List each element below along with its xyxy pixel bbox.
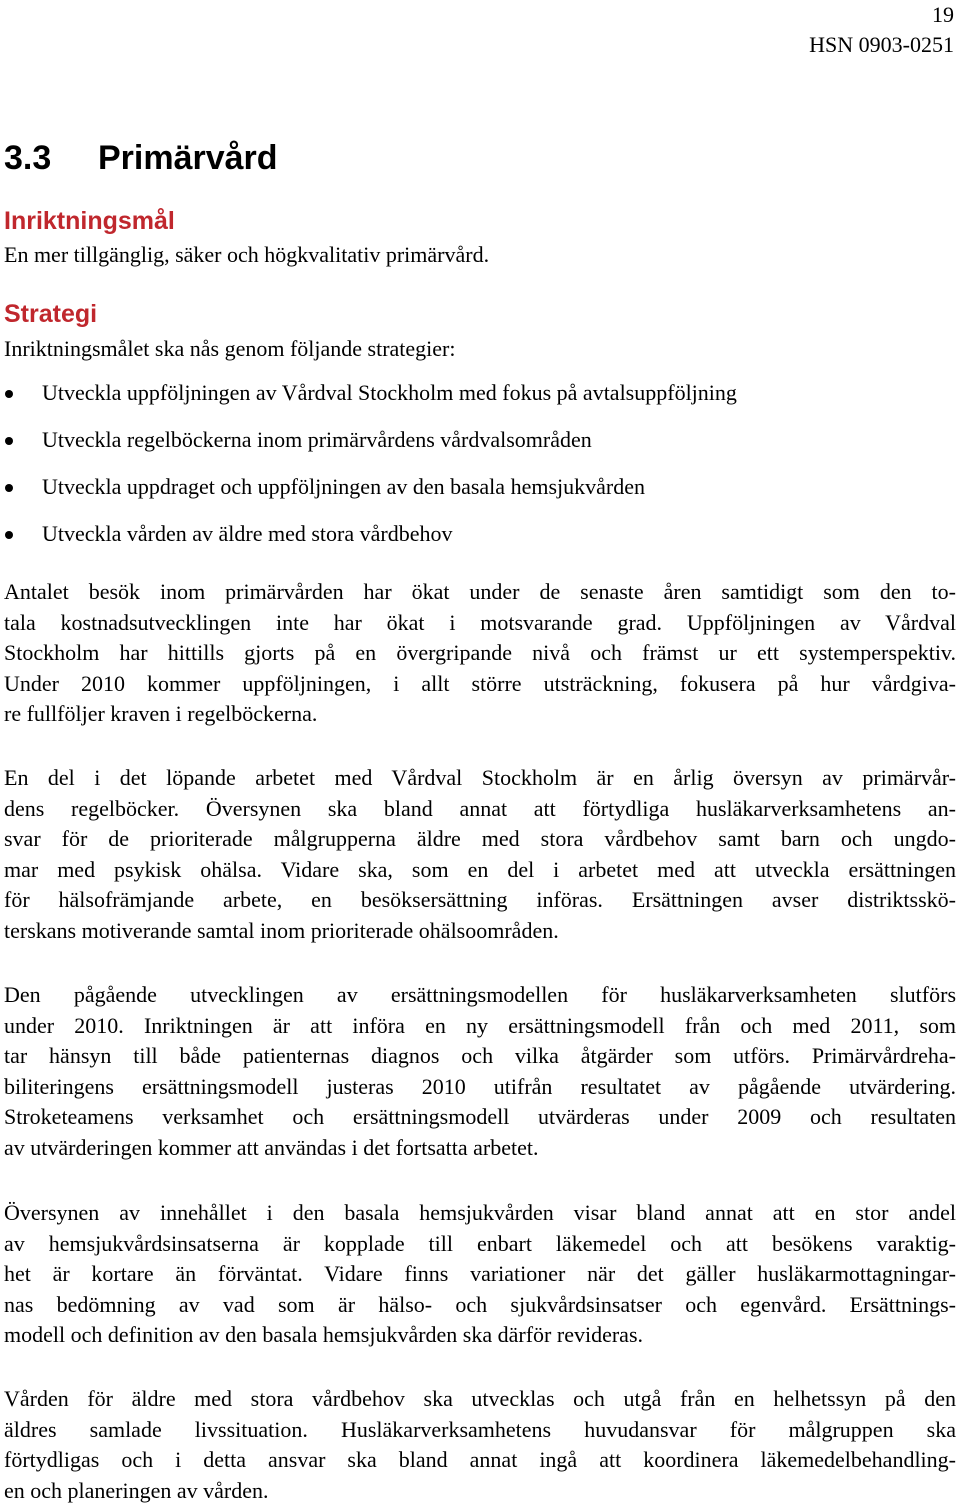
- paragraph-line: terskans motiverande samtal inom prioriterade ohälsoområden.: [4, 917, 559, 943]
- paragraph: [4, 577, 956, 730]
- paragraph-line: Översynen av innehållet i den basala hemsjukvården visar bland annat att en stor andel: [4, 1200, 956, 1225]
- page-number: 19: [932, 2, 954, 27]
- paragraph-line: förtydligas och i detta ansvar ska bland annat ingå att koordinera läkemedelbehandling-: [4, 1447, 956, 1472]
- paragraph-line: Under 2010 kommer uppföljningen, i allt större utsträckning, fokusera på hur vårdgiva-: [4, 670, 956, 696]
- paragraph-line: Stroketeamens verksamhet och ersättningsmodell utvärderas under 2009 och resultaten: [4, 1104, 956, 1129]
- paragraph-line: Antalet besök inom primärvården har ökat under de senaste åren samtidigt som den to-: [4, 579, 956, 604]
- paragraph-line: för hälsofrämjande arbete, en besöksersättning införas. Ersättningen avser distriktsskö-: [4, 887, 956, 912]
- section-title: [4, 135, 278, 181]
- section-title-text: Primärvård: [98, 139, 278, 177]
- paragraph-line: dens regelböcker. Översynen ska bland annat att förtydliga husläkarverksamhetens an-: [4, 795, 956, 821]
- inriktningsmal-heading: Inriktningsmål: [4, 207, 175, 235]
- strategy-text: Utveckla vården av äldre med stora vårdbehov: [42, 521, 453, 546]
- paragraph-line: Vården för äldre med stora vårdbehov ska utvecklas och utgå från en helhetssyn på den: [4, 1386, 956, 1411]
- paragraph-line: re fullföljer kraven i regelböckerna.: [4, 701, 318, 726]
- paragraph-line: En del i det löpande arbetet med Vårdval Stockholm är en årlig översyn av primärvår-: [4, 765, 956, 790]
- strategy-text: Utveckla uppföljningen av Vårdval Stockholm med fokus på avtalsuppföljning: [42, 380, 737, 405]
- paragraph: [4, 980, 956, 1163]
- strategy-text: Utveckla regelböckerna inom primärvårdens vårdvalsområden: [42, 427, 592, 452]
- paragraph-line: Den pågående utvecklingen av ersättningsmodellen för husläkarverksamheten slutförs: [4, 982, 956, 1007]
- bullet-icon: [5, 531, 13, 539]
- paragraph: [4, 1384, 956, 1506]
- paragraph-line: äldres samlade livssituation. Husläkarverksamhetens huvudansvar för målgruppen ska: [4, 1416, 956, 1442]
- strategy-text: Utveckla uppdraget och uppföljningen av den basala hemsjukvården: [42, 474, 645, 499]
- paragraph-line: nas bedömning av vad som är hälso- och sjukvårdsinsatser och egenvård. Ersättnings-: [4, 1291, 956, 1317]
- page-header: [809, 0, 954, 60]
- paragraph-line: en och planeringen av vården.: [4, 1477, 269, 1503]
- bullet-icon: [5, 437, 13, 445]
- paragraph-line: tar hänsyn till både patienternas diagnos och vilka åtgärder som utförs. Primärvårdreha-: [4, 1043, 956, 1068]
- bullet-icon: [5, 390, 13, 398]
- paragraph-line: av utvärderingen kommer att användas i det fortsatta arbetet.: [4, 1134, 539, 1160]
- paragraph: [4, 763, 956, 946]
- bullet-icon: [5, 484, 13, 492]
- paragraph: [4, 1198, 956, 1351]
- paragraph-line: svar för de prioriterade målgrupperna äldre med stora vårdbehov samt barn och ungdo-: [4, 826, 956, 851]
- strategi-heading: Strategi: [4, 300, 98, 328]
- section-number: 3.3: [4, 139, 52, 177]
- strategi-intro: Inriktningsmålet ska nås genom följande strategier:: [4, 336, 456, 361]
- document-id: HSN 0903-0251: [809, 32, 954, 57]
- paragraph-line: av hemsjukvårdsinsatserna är kopplade till enbart läkemedel och att besökens varaktig-: [4, 1230, 956, 1256]
- paragraph-line: mar med psykisk ohälsa. Vidare ska, som en del i arbetet med att utveckla ersättningen: [4, 856, 956, 882]
- inriktningsmal-text: En mer tillgänglig, säker och högkvalitativ primärvård.: [4, 242, 490, 267]
- paragraph-line: het är kortare än förväntat. Vidare finns variationer när det gäller husläkarmottagningar-: [4, 1261, 956, 1286]
- paragraph-line: biliteringens ersättningsmodell justeras 2010 utifrån resultatet av pågående utvärdering.: [4, 1073, 956, 1099]
- paragraph-line: tala kostnadsutvecklingen inte har ökat i motsvarande grad. Uppföljningen av Vårdval: [4, 609, 956, 635]
- paragraph-line: under 2010. Inriktningen är att införa en ny ersättningsmodell från och med 2011, som: [4, 1012, 956, 1038]
- paragraph-line: Stockholm har hittills gjorts på en övergripande nivå och främst ur ett systemperspektiv.: [4, 640, 956, 665]
- paragraph-line: modell och definition av den basala hemsjukvården ska därför revideras.: [4, 1322, 643, 1347]
